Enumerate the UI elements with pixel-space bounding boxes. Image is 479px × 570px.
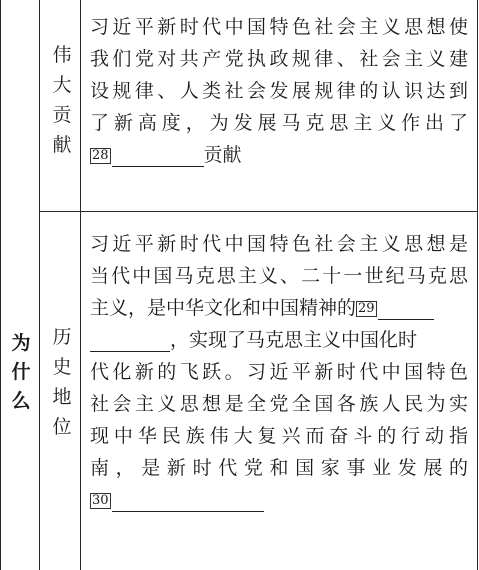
label-char: 伟 <box>52 44 72 66</box>
text-line: 习近平新时代中国特色社会主义思想是 <box>90 233 468 255</box>
label-char: 历 <box>52 326 72 348</box>
answer-blank-28[interactable] <box>112 144 204 167</box>
label-char: 位 <box>52 416 72 438</box>
text-line: 习近平新时代中国特色社会主义思想使 <box>90 16 468 38</box>
blank-number-28: 28 <box>92 148 109 163</box>
section-contribution-text <box>90 11 468 171</box>
label-char: 大 <box>52 74 72 96</box>
column-divider-1 <box>39 0 40 570</box>
text-line <box>90 484 468 516</box>
column-divider-2 <box>80 0 81 570</box>
table-border-left <box>0 0 1 570</box>
text-line: 社会主义思想是全党全国各族人民为实 <box>90 393 468 415</box>
row-divider <box>40 211 478 212</box>
answer-blank-29-start[interactable] <box>378 297 434 320</box>
label-char: 史 <box>52 356 72 378</box>
text-fragment: 主义，是中华文化和中国精神的 <box>90 297 357 319</box>
blank-number-30: 30 <box>92 493 109 508</box>
text-line: 当代中国马克思主义、二十一世纪马克思 <box>90 265 468 287</box>
section-label-contribution <box>50 40 74 160</box>
text-fragment: ，实现了马克思主义中国化时 <box>170 329 418 351</box>
row-header-why <box>12 329 30 416</box>
table-border-right <box>477 0 478 570</box>
text-line: 南，是新时代党和国家事业发展的 <box>90 457 468 479</box>
section-label-historical-status <box>50 322 74 442</box>
text-line <box>90 139 468 171</box>
label-char: 地 <box>52 386 72 408</box>
text-line <box>90 324 468 356</box>
label-char: 么 <box>11 390 31 412</box>
label-char: 贡 <box>52 104 72 126</box>
text-line <box>90 292 468 324</box>
label-char: 为 <box>11 332 31 354</box>
text-line: 我们党对共产党执政规律、社会主义建 <box>90 48 468 70</box>
answer-blank-29-end[interactable] <box>90 329 170 352</box>
label-char: 献 <box>52 134 72 156</box>
text-fragment: 贡献 <box>203 144 242 166</box>
text-line: 了新高度，为发展马克思主义作出了 <box>90 112 468 134</box>
text-line: 现中华民族伟大复兴而奋斗的行动指 <box>90 425 468 447</box>
blank-number-29: 29 <box>358 301 375 316</box>
text-line: 设规律、人类社会发展规律的认识达到 <box>90 80 468 102</box>
label-char: 什 <box>11 361 31 383</box>
text-line: 代化新的飞跃。习近平新时代中国特色 <box>90 361 468 383</box>
section-historical-status-text <box>90 228 468 516</box>
answer-blank-30[interactable] <box>112 489 264 512</box>
